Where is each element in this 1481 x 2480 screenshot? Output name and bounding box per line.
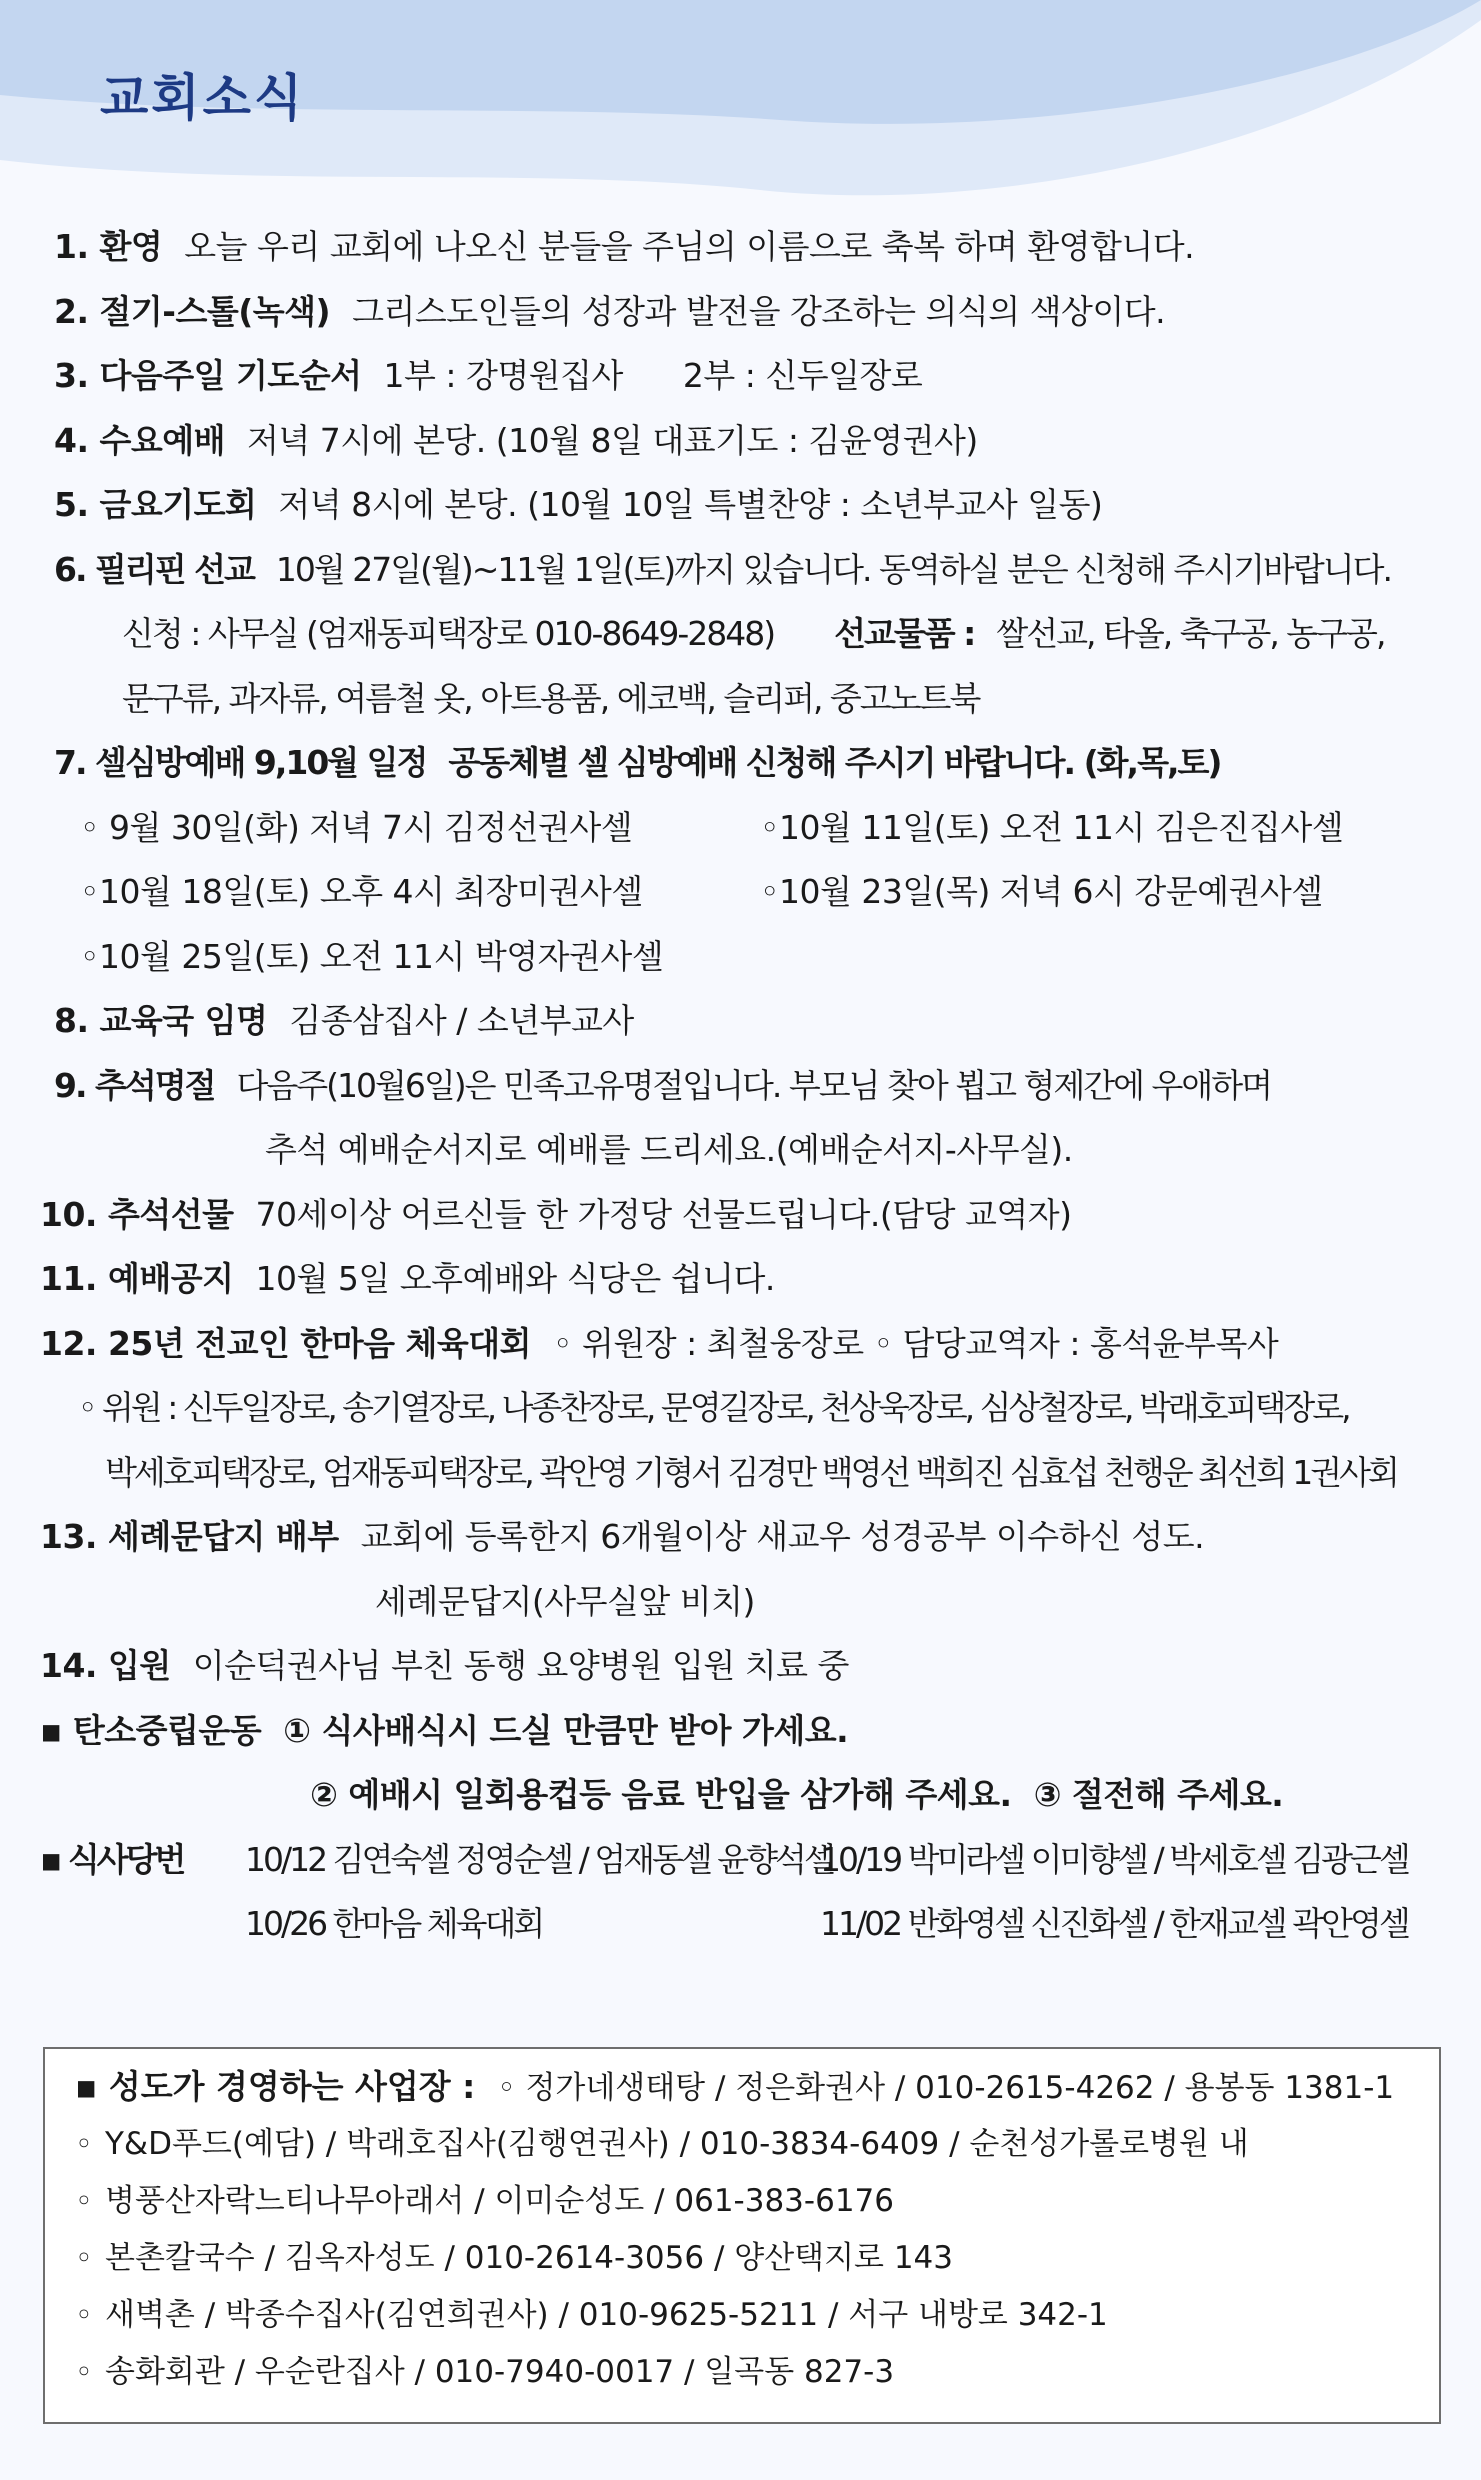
item-14-label: 14. 입원 <box>40 1646 171 1685</box>
item-5 <box>40 473 1450 538</box>
item-8-label: 8. 교육국 임명 <box>54 1001 268 1040</box>
schedule-entry: ◦10월 25일(토) 오전 11시 박영자권사셀 <box>80 936 664 976</box>
bullet-icon: ◦ <box>75 2298 93 2333</box>
item-12-line3 <box>40 1441 1450 1506</box>
item-10 <box>40 1183 1450 1248</box>
meal-entry: 11/02 반화영셀 신진화셀 / 한재교셀 곽안영셀 <box>820 1904 1408 1943</box>
business-entry-text: Y&D푸드(예담) / 박래호집사(김행연권사) / 010-3834-6409 / 순천성가롤로병원 내 <box>105 2126 1249 2162</box>
schedule-entry: ◦10월 18일(토) 오후 4시 최장미권사셀 <box>80 872 643 911</box>
schedule-row-2 <box>40 860 1450 925</box>
item-1-text: 오늘 우리 교회에 나오신 분들을 주님의 이름으로 축복 하며 환영합니다. <box>184 227 1195 266</box>
item-9-label: 9. 추석명절 <box>54 1065 215 1105</box>
item-6-line3 <box>40 667 1450 732</box>
carbon-label: ▪ 탄소중립운동 <box>40 1710 262 1750</box>
item-13-line2 <box>40 1570 1450 1635</box>
item-12-line2 <box>40 1376 1450 1441</box>
item-6-goods-cont: 문구류, 과자류, 여름철 옷, 아트용품, 에코백, 슬리퍼, 중고노트북 <box>122 678 980 718</box>
item-12-text: ◦ 위원장 : 최철웅장로 ◦ 담당교역자 : 홍석윤부목사 <box>553 1323 1279 1363</box>
bullet-icon: ◦ <box>75 2184 93 2219</box>
item-2-label: 2. 절기-스톨(녹색) <box>54 291 331 331</box>
business-label: ▪ 성도가 경영하는 사업장 : <box>75 2067 476 2106</box>
item-13-text: 교회에 등록한지 6개월이상 새교우 성경공부 이수하신 성도. <box>360 1517 1205 1556</box>
item-6-apply: 신청 : 사무실 (엄재동피택장로 010-8649-2848) <box>122 614 775 653</box>
business-entry <box>75 2230 1419 2287</box>
item-10-text: 70세이상 어르신들 한 가정당 선물드립니다.(담당 교역자) <box>255 1194 1072 1234</box>
item-13 <box>40 1505 1450 1570</box>
item-6-label: 6. 필리핀 선교 <box>54 549 254 589</box>
item-14-text: 이순덕권사님 부친 동행 요양병원 입원 치료 중 <box>192 1646 849 1685</box>
item-12-label: 12. 25년 전교인 한마음 체육대회 <box>40 1323 531 1363</box>
item-1 <box>40 215 1450 280</box>
schedule-row-1 <box>40 796 1450 861</box>
business-entry <box>75 2173 1419 2230</box>
business-entry <box>75 2344 1419 2401</box>
meal-entry: 10/19 박미라셀 이미향셀 / 박세호셀 김광근셀 <box>820 1839 1408 1879</box>
item-5-label: 5. 금요기도회 <box>54 485 257 524</box>
bullet-icon: ◦ <box>75 2127 93 2162</box>
meal-entry: 10/26 한마음 체육대회 <box>245 1904 543 1943</box>
item-11-label: 11. 예배공지 <box>40 1259 234 1298</box>
business-entry-text: 병풍산자락느티나무아래서 / 이미순성도 / 061-383-6176 <box>105 2183 894 2219</box>
item-9-line2 <box>40 1118 1450 1183</box>
business-entry-text: 새벽촌 / 박종수집사(김연희권사) / 010-9625-5211 / 서구 내방로 342-1 <box>105 2297 1108 2333</box>
item-2-text: 그리스도인들의 성장과 발전을 강조하는 의식의 색상이다. <box>352 291 1166 331</box>
carbon-neutral-line2 <box>40 1763 1450 1828</box>
business-directory-box <box>43 2047 1441 2424</box>
business-entry <box>75 2287 1419 2344</box>
schedule-entry: ◦10월 11일(토) 오전 11시 김은진집사셀 <box>760 807 1344 847</box>
meal-label: ▪ 식사당번 <box>40 1839 184 1879</box>
item-7 <box>40 731 1450 796</box>
item-4-label: 4. 수요예배 <box>54 420 225 460</box>
business-first: ◦ 정가네생태탕 / 정은화권사 / 010-2615-4262 / 용봉동 1381-1 <box>497 2070 1395 2106</box>
item-7-text: 공동체별 셀 심방예배 신청해 주시기 바랍니다. (화,목,토) <box>448 743 1221 782</box>
item-12-members-cont: 박세호피택장로, 엄재동피택장로, 곽안영 기형서 김경만 백영선 백희진 심효섭 천행운 최선희 1권사회 <box>105 1452 1397 1492</box>
item-4-text: 저녁 7시에 본당. (10월 8일 대표기도 : 김윤영권사) <box>247 420 978 460</box>
meal-duty-row-2 <box>40 1892 1450 1957</box>
schedule-row-3 <box>40 925 1450 990</box>
item-13-text2: 세례문답지(사무실앞 비치) <box>375 1581 755 1621</box>
item-9-text: 다음주(10월6일)은 민족고유명절입니다. 부모님 찾아 뵙고 형제간에 우애하며 <box>236 1065 1272 1105</box>
business-header <box>75 2059 1419 2116</box>
page-title: 교회소식 <box>100 69 306 127</box>
business-entry <box>75 2116 1419 2173</box>
carbon-item-3: ③ 절전해 주세요. <box>1033 1775 1284 1814</box>
carbon-neutral <box>40 1699 1450 1764</box>
item-14 <box>40 1634 1450 1699</box>
item-1-label: 1. 환영 <box>54 227 163 266</box>
item-11 <box>40 1247 1450 1312</box>
item-8 <box>40 989 1450 1054</box>
item-11-text: 10월 5일 오후예배와 식당은 쉽니다. <box>255 1259 775 1298</box>
item-3-text: 1부 : 강명원집사 <box>383 356 623 395</box>
item-6 <box>40 538 1450 603</box>
meal-duty-row-1 <box>40 1828 1450 1893</box>
item-12 <box>40 1312 1450 1377</box>
item-10-label: 10. 추석선물 <box>40 1194 234 1234</box>
item-6-goods: 쌀선교, 타올, 축구공, 농구공, <box>996 614 1385 653</box>
item-3-text2: 2부 : 신두일장로 <box>682 356 923 395</box>
business-entry-text: 본촌칼국수 / 김옥자성도 / 010-2614-3056 / 양산택지로 143 <box>105 2240 953 2276</box>
carbon-item-2: ② 예배시 일회용컵등 음료 반입을 삼가해 주세요. <box>310 1775 1012 1814</box>
carbon-item-1: ① 식사배식시 드실 만큼만 받아 가세요. <box>283 1710 849 1750</box>
item-8-text: 김종삼집사 / 소년부교사 <box>289 1001 634 1040</box>
item-3 <box>40 344 1450 409</box>
bullet-icon: ◦ <box>75 2355 93 2390</box>
meal-entry: 10/12 김연숙셀 정영순셀 / 엄재동셀 윤향석셀 <box>245 1839 833 1879</box>
item-9-text2: 추석 예배순서지로 예배를 드리세요.(예배순서지-사무실). <box>265 1130 1073 1169</box>
item-6-text: 10월 27일(월)~11월 1일(토)까지 있습니다. 동역하실 분은 신청해 주시기바랍니다. <box>275 549 1391 589</box>
item-6-line2 <box>40 602 1450 667</box>
item-12-members: ◦ 위원 : 신두일장로, 송기열장로, 나종찬장로, 문영길장로, 천상욱장로, 심상철장로, 박래호피택장로, <box>78 1388 1349 1427</box>
bullet-icon: ◦ <box>75 2241 93 2276</box>
item-13-label: 13. 세례문답지 배부 <box>40 1517 339 1556</box>
item-4 <box>40 409 1450 474</box>
business-entry-text: 송화회관 / 우순란집사 / 010-7940-0017 / 일곡동 827-3 <box>105 2354 895 2390</box>
schedule-entry: ◦ 9월 30일(화) 저녁 7시 김정선권사셀 <box>80 807 633 847</box>
item-6-goods-label: 선교물품 : <box>834 614 975 653</box>
item-3-label: 3. 다음주일 기도순서 <box>54 356 362 395</box>
schedule-entry: ◦10월 23일(목) 저녁 6시 강문예권사셀 <box>760 872 1323 911</box>
item-2 <box>40 280 1450 345</box>
announcement-list <box>40 215 1450 1957</box>
item-9 <box>40 1054 1450 1119</box>
item-7-label: 7. 셀심방예배 9,10월 일정 <box>54 743 427 782</box>
item-5-text: 저녁 8시에 본당. (10월 10일 특별찬양 : 소년부교사 일동) <box>278 485 1103 524</box>
